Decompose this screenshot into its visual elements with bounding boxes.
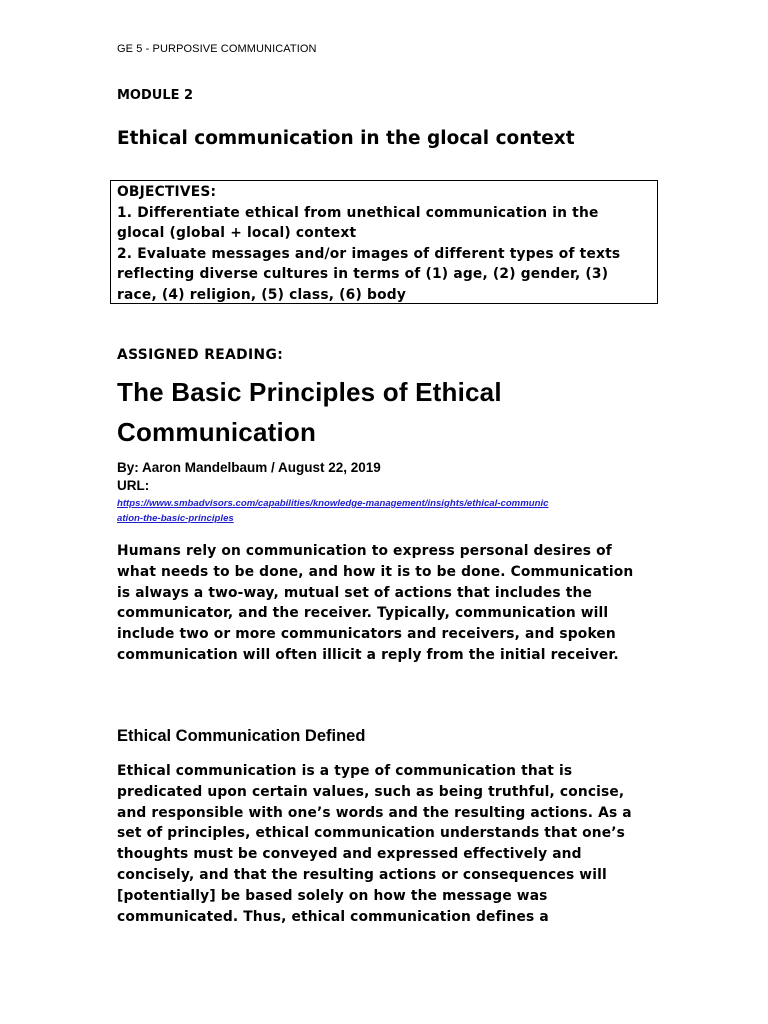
- article-byline: By: Aaron Mandelbaum / August 22, 2019: [117, 460, 381, 475]
- paragraph-line: communicator, and the receiver. Typically, communication will: [117, 605, 609, 622]
- objective-line: race, (4) religion, (5) class, (6) body: [117, 286, 407, 303]
- url-link-line[interactable]: ation-the-basic-principles: [117, 513, 234, 524]
- paragraph-line: include two or more communicators and receivers, and spoken: [117, 626, 616, 643]
- article-url-link[interactable]: [117, 496, 657, 526]
- paragraph-line: [potentially] be based solely on how the message was: [117, 887, 548, 904]
- objectives-box: [110, 180, 658, 304]
- paragraph-line: communicated. Thus, ethical communication defines a: [117, 908, 549, 925]
- paragraph-line: thoughts must be conveyed and expressed effectively and: [117, 846, 582, 863]
- objective-line: 2. Evaluate messages and/or images of different types of texts: [117, 245, 621, 262]
- paragraph-line: Ethical communication is a type of communication that is: [117, 763, 573, 779]
- paragraph-line: is always a two-way, mutual set of actions that includes the: [117, 584, 592, 601]
- objective-line: reflecting diverse cultures in terms of (1) age, (2) gender, (3): [117, 266, 609, 283]
- url-label: URL:: [117, 478, 150, 493]
- definition-paragraph: [117, 761, 657, 927]
- course-header: GE 5 - PURPOSIVE COMMUNICATION: [117, 43, 317, 55]
- objectives-heading: OBJECTIVES:: [117, 184, 217, 200]
- section-heading: Ethical Communication Defined: [117, 727, 366, 745]
- objective-line: 1. Differentiate ethical from unethical communication in the: [117, 204, 599, 221]
- paragraph-line: communication will often illicit a reply from the initial receiver.: [117, 646, 619, 663]
- article-title-line: The Basic Principles of Ethical: [117, 377, 502, 407]
- article-title: [117, 372, 717, 452]
- url-link-line[interactable]: https://www.smbadvisors.com/capabilities/knowledge-management/insights/ethical-communic: [117, 498, 549, 509]
- paragraph-line: predicated upon certain values, such as being truthful, concise,: [117, 783, 625, 800]
- intro-paragraph: [117, 541, 657, 666]
- module-subtitle: Ethical communication in the glocal context: [117, 128, 575, 149]
- paragraph-line: set of principles, ethical communication understands that one’s: [117, 825, 626, 842]
- assigned-reading-label: ASSIGNED READING:: [117, 347, 284, 363]
- article-title-line: Communication: [117, 417, 317, 447]
- paragraph-line: concisely, and that the resulting actions or consequences will: [117, 866, 607, 883]
- objective-line: glocal (global + local) context: [117, 225, 357, 242]
- paragraph-line: and responsible with one’s words and the resulting actions. As a: [117, 804, 632, 821]
- paragraph-line: what needs to be done, and how it is to be done. Communication: [117, 563, 634, 580]
- module-label: MODULE 2: [117, 88, 194, 103]
- paragraph-line: Humans rely on communication to express personal desires of: [117, 543, 612, 559]
